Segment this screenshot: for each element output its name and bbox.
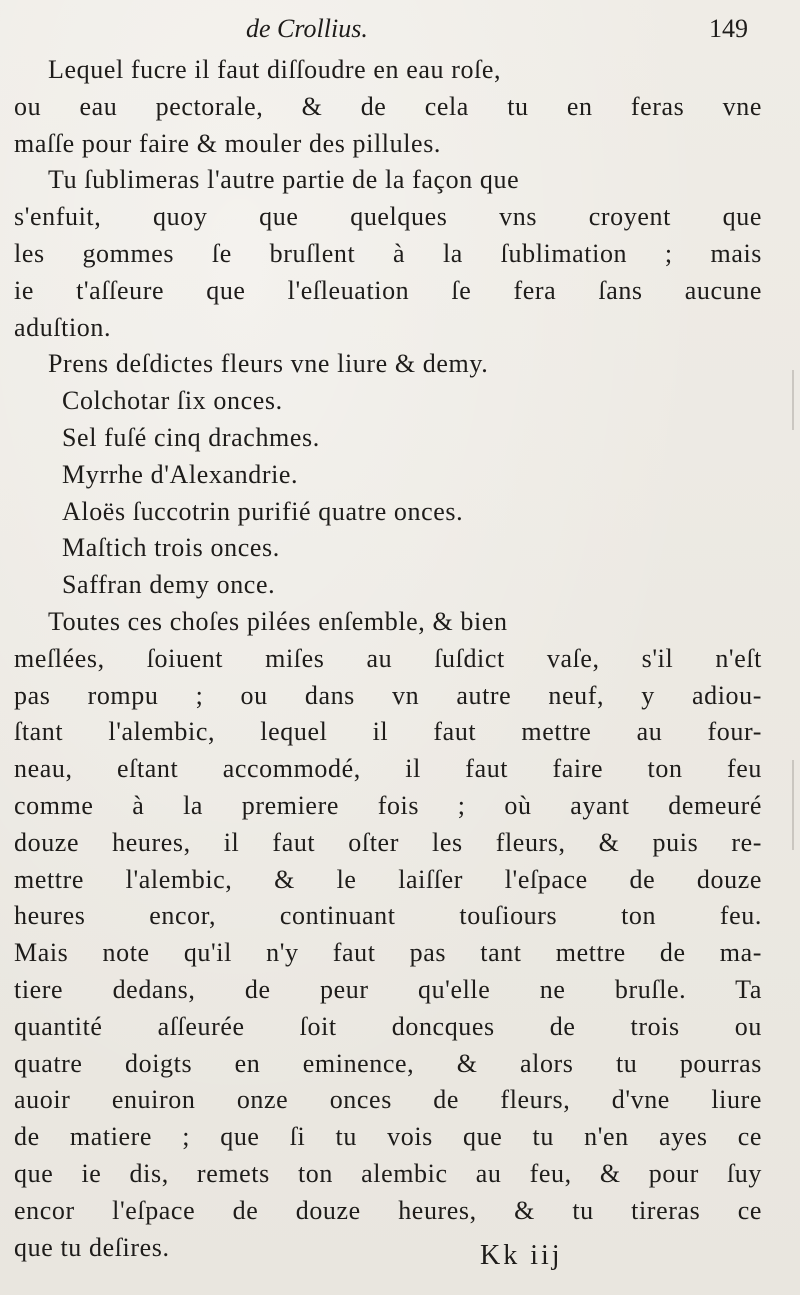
text-line: auoir enuiron onze onces de fleurs, d'vne liure: [14, 1085, 762, 1115]
text-line: ie t'aſſeure que l'eſleuation ſe fera ſans aucune: [14, 275, 762, 305]
text-line: les gommes ſe bruſlent à la ſublimation ; mais: [14, 238, 762, 268]
text-line: Saffran demy once.: [62, 570, 276, 600]
text-line: que tu deſires.: [14, 1232, 170, 1262]
text-line: Maſtich trois onces.: [62, 533, 280, 563]
text-line: quatre doigts en eminence, & alors tu pourras: [14, 1048, 762, 1078]
page-edge-shadow: [792, 760, 794, 850]
text-line: ou eau pectorale, & de cela tu en feras vne: [14, 91, 762, 121]
page-number: 149: [709, 14, 748, 43]
text-line: Lequel fucre il faut diſſoudre en eau roſe,: [48, 55, 502, 84]
text-line: mettre l'alembic, & le laiſſer l'eſpace de douze: [14, 864, 762, 894]
text-line: douze heures, il faut oſter les fleurs, & puis re-: [14, 827, 762, 857]
text-line: de matiere ; que ſi tu vois que tu n'en ayes ce: [14, 1122, 762, 1152]
text-line: encor l'eſpace de douze heures, & tu tireras ce: [14, 1195, 762, 1225]
text-line: aduſtion.: [14, 312, 112, 342]
text-line: comme à la premiere fois ; où ayant demeuré: [14, 790, 762, 820]
text-line: Aloës ſuccotrin purifié quatre onces.: [62, 496, 464, 526]
text-line: Toutes ces choſes pilées enſemble, & bien: [48, 606, 508, 636]
text-line: maſſe pour faire & mouler des pillules.: [14, 128, 442, 158]
body-text: [14, 52, 762, 1266]
text-line: Colchotar ſix onces.: [62, 386, 283, 416]
signature-mark: Kk iij: [480, 1240, 563, 1271]
text-line: Mais note qu'il n'y faut pas tant mettre de ma-: [14, 938, 762, 968]
text-line: tiere dedans, de peur qu'elle ne bruſle. Ta: [14, 974, 762, 1004]
running-title: de Crollius.: [246, 14, 368, 43]
text-line: Myrrhe d'Alexandrie.: [62, 459, 299, 489]
text-line: Prens deſdictes fleurs vne liure & demy.: [48, 349, 489, 379]
text-line: ſtant l'alembic, lequel il faut mettre au four-: [14, 717, 762, 747]
text-line: quantité aſſeurée ſoit doncques de trois ou: [14, 1011, 762, 1041]
text-line: heures encor, continuant touſiours ton feu.: [14, 901, 762, 931]
text-line: Sel fuſé cinq drachmes.: [62, 422, 320, 452]
page-edge-shadow: [792, 370, 794, 430]
running-head: [14, 14, 762, 48]
text-line: meſlées, ſoiuent miſes au ſuſdict vaſe, s'il n'eſt: [14, 643, 762, 673]
text-line: que ie dis, remets ton alembic au feu, & pour ſuy: [14, 1158, 762, 1188]
text-line: s'enfuit, quoy que quelques vns croyent que: [14, 202, 762, 232]
text-line: Tu ſublimeras l'autre partie de la façon que: [48, 165, 520, 195]
text-line: pas rompu ; ou dans vn autre neuf, y adiou-: [14, 680, 762, 710]
text-line: neau, eſtant accommodé, il faut faire ton feu: [14, 754, 762, 784]
